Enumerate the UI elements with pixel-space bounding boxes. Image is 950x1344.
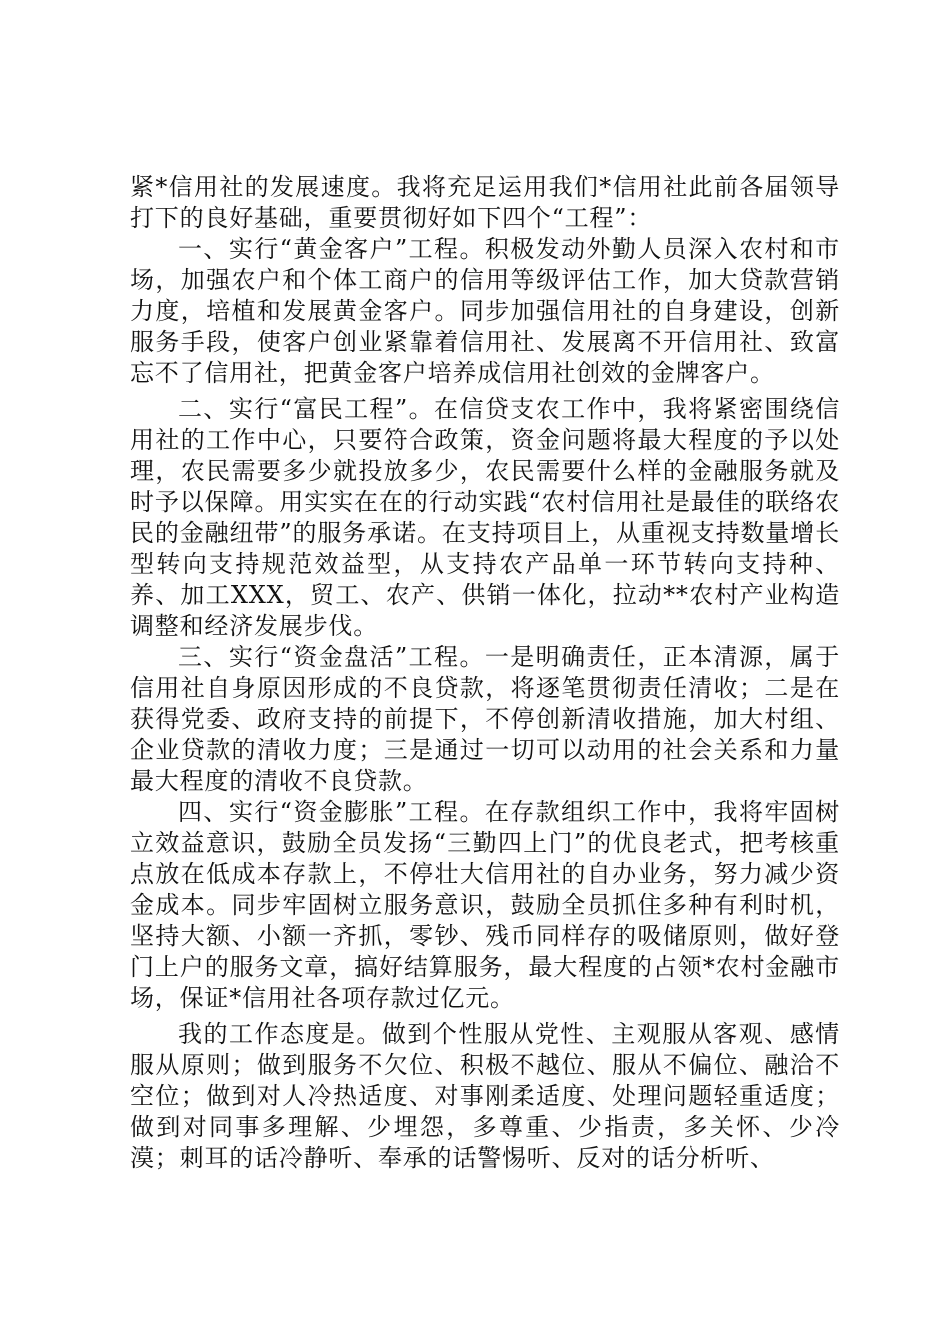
paragraph-project-1: 一、实行“黄金客户”工程。积极发动外勤人员深入农村和市场，加强农户和个体工商户的信用等级评估工作，加大贷款营销力度，培植和发展黄金客户。同步加强信用社的自身建设，创新服务手段，使客户创业紧靠着信用社、发展离不开信用社、致富忘不了信用社，把黄金客户培养成信用社创效的金牌客户。 [130,235,840,387]
paragraph-work-attitude: 我的工作态度是。做到个性服从党性、主观服从客观、感情服从原则；做到服务不欠位、积极不越位、服从不偏位、融洽不空位；做到对人冷热适度、对事刚柔适度、处理问题轻重适度；做到对同事多理解、少埋怨，多尊重、少指责，多关怀、少冷漠；刺耳的话冷静听、奉承的话警惕听、反对的话分析听、 [130,1020,840,1172]
paragraph-project-3: 三、实行“资金盘活”工程。一是明确责任，正本清源，属于信用社自身原因形成的不良贷款，将逐笔贯彻责任清收；二是在获得党委、政府支持的前提下，不停创新清收措施，加大村组、企业贷款的清收力度；三是通过一切可以动用的社会关系和力量最大程度的清收不良贷款。 [130,643,840,795]
paragraph-project-4: 四、实行“资金膨胀”工程。在存款组织工作中，我将牢固树立效益意识，鼓励全员发扬“三勤四上门”的优良老式，把考核重点放在低成本存款上，不停壮大信用社的自办业务，努力减少资金成本。同步牢固树立服务意识，鼓励全员抓住多种有利时机，坚持大额、小额一齐抓，零钞、残币同样存的吸储原则，做好登门上户的服务文章，搞好结算服务，最大程度的占领*农村金融市场，保证*信用社各项存款过亿元。 [130,798,840,1012]
document-body [130,172,840,1174]
paragraph-continuation: 紧*信用社的发展速度。我将充足运用我们*信用社此前各届领导打下的良好基础，重要贯彻好如下四个“工程”： [130,173,840,232]
paragraph-project-2: 二、实行“富民工程”。在信贷支农工作中，我将紧密围绕信用社的工作中心，只要符合政策，资金问题将最大程度的予以处理，农民需要多少就投放多少，农民需要什么样的金融服务就及时予以保障。用实实在在的行动实践“农村信用社是最佳的联络农民的金融纽带”的服务承诺。在支持项目上，从重视支持数量增长型转向支持规范效益型，从支持农产品单一环节转向支持种、养、加工XXX，贸工、农产、供销一体化，拉动**农村产业构造调整和经济发展步伐。 [130,395,840,640]
